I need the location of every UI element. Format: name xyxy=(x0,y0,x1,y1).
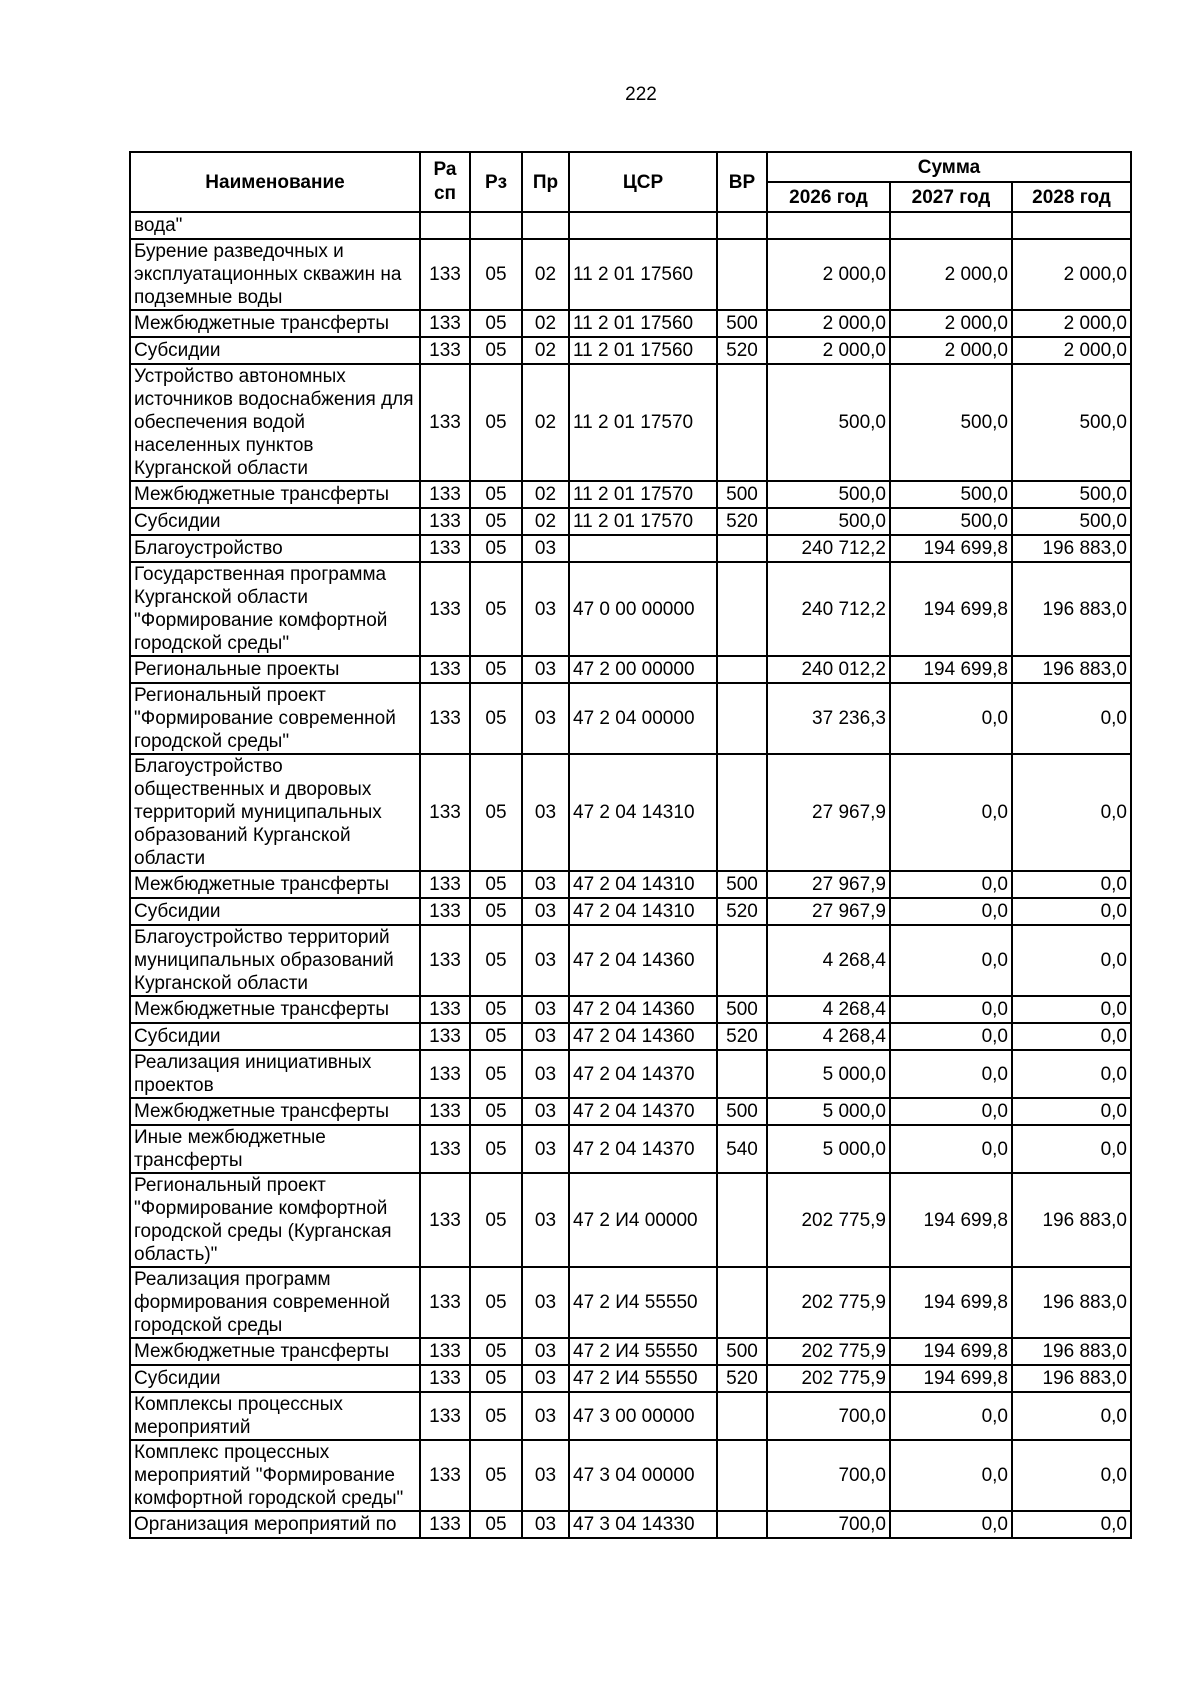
cell-2026: 5 000,0 xyxy=(767,1125,890,1173)
cell-vr: 520 xyxy=(717,1023,767,1050)
header-csr: ЦСР xyxy=(569,152,717,212)
cell-rz: 05 xyxy=(470,364,522,481)
cell-csr: 47 2 04 14310 xyxy=(569,871,717,898)
cell-rasp: 133 xyxy=(420,1338,470,1365)
cell-2028: 0,0 xyxy=(1012,1098,1131,1125)
cell-rasp: 133 xyxy=(420,1267,470,1338)
cell-name: Региональный проект "Формирование комфортной городской среды (Курганская область)" xyxy=(130,1173,420,1267)
cell-rasp: 133 xyxy=(420,683,470,754)
cell-2027: 2 000,0 xyxy=(890,337,1012,364)
cell-2028: 500,0 xyxy=(1012,481,1131,508)
table-row xyxy=(130,1098,1131,1125)
cell-csr: 47 2 И4 55550 xyxy=(569,1338,717,1365)
cell-2028: 0,0 xyxy=(1012,1023,1131,1050)
cell-2026: 240 012,2 xyxy=(767,656,890,683)
cell-2027: 0,0 xyxy=(890,754,1012,871)
cell-2026: 2 000,0 xyxy=(767,337,890,364)
cell-pr: 03 xyxy=(522,1511,569,1538)
cell-pr: 03 xyxy=(522,871,569,898)
cell-pr: 03 xyxy=(522,925,569,996)
cell-pr: 03 xyxy=(522,1440,569,1511)
cell-2028: 0,0 xyxy=(1012,1050,1131,1098)
cell-csr: 47 2 И4 55550 xyxy=(569,1365,717,1392)
cell-rasp: 133 xyxy=(420,1125,470,1173)
cell-2027: 194 699,8 xyxy=(890,1365,1012,1392)
cell-2028: 0,0 xyxy=(1012,898,1131,925)
cell-csr xyxy=(569,212,717,239)
cell-rz: 05 xyxy=(470,871,522,898)
cell-rz: 05 xyxy=(470,683,522,754)
cell-csr: 47 2 И4 00000 xyxy=(569,1173,717,1267)
cell-2027: 0,0 xyxy=(890,1023,1012,1050)
cell-rz: 05 xyxy=(470,1098,522,1125)
cell-2026: 700,0 xyxy=(767,1440,890,1511)
cell-csr: 11 2 01 17570 xyxy=(569,364,717,481)
cell-2028 xyxy=(1012,212,1131,239)
header-sum: Сумма xyxy=(767,152,1131,182)
cell-csr: 11 2 01 17560 xyxy=(569,337,717,364)
cell-2026: 202 775,9 xyxy=(767,1338,890,1365)
header-2026: 2026 год xyxy=(767,182,890,212)
cell-csr: 11 2 01 17560 xyxy=(569,239,717,310)
table-row xyxy=(130,508,1131,535)
cell-rasp: 133 xyxy=(420,1365,470,1392)
cell-name: Межбюджетные трансферты xyxy=(130,310,420,337)
cell-name: Реализация программ формирования современной городской среды xyxy=(130,1267,420,1338)
header-2028: 2028 год xyxy=(1012,182,1131,212)
cell-2028: 0,0 xyxy=(1012,1125,1131,1173)
cell-pr: 03 xyxy=(522,1125,569,1173)
table-row xyxy=(130,656,1131,683)
cell-rasp: 133 xyxy=(420,925,470,996)
cell-rasp: 133 xyxy=(420,1098,470,1125)
cell-rz: 05 xyxy=(470,481,522,508)
cell-name: Благоустройство xyxy=(130,535,420,562)
cell-2026: 500,0 xyxy=(767,481,890,508)
cell-pr: 03 xyxy=(522,1365,569,1392)
cell-pr: 03 xyxy=(522,1267,569,1338)
cell-rasp: 133 xyxy=(420,754,470,871)
table-row xyxy=(130,871,1131,898)
cell-2027: 0,0 xyxy=(890,1125,1012,1173)
cell-rz: 05 xyxy=(470,508,522,535)
cell-rasp: 133 xyxy=(420,481,470,508)
cell-2026: 500,0 xyxy=(767,364,890,481)
cell-name: Реализация инициативных проектов xyxy=(130,1050,420,1098)
table-row xyxy=(130,1365,1131,1392)
cell-pr: 03 xyxy=(522,656,569,683)
cell-rz: 05 xyxy=(470,562,522,656)
cell-2026: 4 268,4 xyxy=(767,996,890,1023)
cell-name: Иные межбюджетные трансферты xyxy=(130,1125,420,1173)
cell-2028: 2 000,0 xyxy=(1012,337,1131,364)
table-row xyxy=(130,925,1131,996)
cell-csr: 47 3 00 00000 xyxy=(569,1392,717,1440)
cell-pr: 02 xyxy=(522,364,569,481)
cell-2027: 500,0 xyxy=(890,364,1012,481)
table-row xyxy=(130,1125,1131,1173)
cell-2026: 202 775,9 xyxy=(767,1365,890,1392)
cell-vr: 520 xyxy=(717,508,767,535)
cell-csr: 47 2 04 00000 xyxy=(569,683,717,754)
cell-rz: 05 xyxy=(470,1125,522,1173)
cell-rz: 05 xyxy=(470,337,522,364)
cell-vr xyxy=(717,212,767,239)
cell-2027: 0,0 xyxy=(890,871,1012,898)
budget-table xyxy=(129,151,1132,1539)
cell-2027: 2 000,0 xyxy=(890,310,1012,337)
cell-2028: 2 000,0 xyxy=(1012,310,1131,337)
cell-name: вода" xyxy=(130,212,420,239)
cell-name: Благоустройство общественных и дворовых территорий муниципальных образований Курганской области xyxy=(130,754,420,871)
cell-vr xyxy=(717,754,767,871)
cell-2028: 0,0 xyxy=(1012,683,1131,754)
cell-vr xyxy=(717,1267,767,1338)
cell-rz: 05 xyxy=(470,1023,522,1050)
cell-csr: 11 2 01 17560 xyxy=(569,310,717,337)
cell-pr: 03 xyxy=(522,1050,569,1098)
cell-vr xyxy=(717,1173,767,1267)
cell-vr: 540 xyxy=(717,1125,767,1173)
cell-2027: 0,0 xyxy=(890,683,1012,754)
cell-vr: 500 xyxy=(717,871,767,898)
cell-rz: 05 xyxy=(470,1511,522,1538)
cell-name: Межбюджетные трансферты xyxy=(130,1338,420,1365)
cell-csr: 47 2 04 14360 xyxy=(569,1023,717,1050)
cell-2026: 202 775,9 xyxy=(767,1267,890,1338)
cell-2026: 27 967,9 xyxy=(767,871,890,898)
cell-2026: 4 268,4 xyxy=(767,1023,890,1050)
table-row xyxy=(130,1440,1131,1511)
cell-vr: 500 xyxy=(717,996,767,1023)
cell-rasp: 133 xyxy=(420,1440,470,1511)
table-row xyxy=(130,1511,1131,1538)
cell-rz: 05 xyxy=(470,1365,522,1392)
cell-2028: 500,0 xyxy=(1012,508,1131,535)
cell-name: Субсидии xyxy=(130,1023,420,1050)
cell-rasp: 133 xyxy=(420,898,470,925)
cell-2026: 27 967,9 xyxy=(767,898,890,925)
cell-rz: 05 xyxy=(470,996,522,1023)
cell-rz: 05 xyxy=(470,1338,522,1365)
header-name: Наименование xyxy=(130,152,420,212)
header-rasp: Ра сп xyxy=(420,152,470,212)
cell-2028: 196 883,0 xyxy=(1012,656,1131,683)
cell-csr: 11 2 01 17570 xyxy=(569,481,717,508)
cell-csr: 47 0 00 00000 xyxy=(569,562,717,656)
cell-csr: 11 2 01 17570 xyxy=(569,508,717,535)
cell-2026: 4 268,4 xyxy=(767,925,890,996)
cell-2028: 0,0 xyxy=(1012,754,1131,871)
cell-csr: 47 3 04 00000 xyxy=(569,1440,717,1511)
cell-2026: 202 775,9 xyxy=(767,1173,890,1267)
cell-name: Государственная программа Курганской области "Формирование комфортной городской среды" xyxy=(130,562,420,656)
cell-rasp: 133 xyxy=(420,1392,470,1440)
cell-2026: 240 712,2 xyxy=(767,535,890,562)
cell-rz xyxy=(470,212,522,239)
cell-name: Межбюджетные трансферты xyxy=(130,996,420,1023)
cell-name: Устройство автономных источников водоснабжения для обеспечения водой населенных пунктов Курганской области xyxy=(130,364,420,481)
table-row xyxy=(130,337,1131,364)
cell-2027: 0,0 xyxy=(890,1098,1012,1125)
cell-2028: 196 883,0 xyxy=(1012,1338,1131,1365)
cell-csr: 47 2 04 14370 xyxy=(569,1098,717,1125)
cell-csr: 47 2 04 14360 xyxy=(569,996,717,1023)
cell-rasp: 133 xyxy=(420,1050,470,1098)
table-row xyxy=(130,1392,1131,1440)
cell-pr: 03 xyxy=(522,1392,569,1440)
table-row xyxy=(130,535,1131,562)
cell-2027: 0,0 xyxy=(890,1511,1012,1538)
cell-name: Межбюджетные трансферты xyxy=(130,871,420,898)
cell-vr xyxy=(717,656,767,683)
cell-vr: 520 xyxy=(717,898,767,925)
cell-vr xyxy=(717,683,767,754)
header-vr: ВР xyxy=(717,152,767,212)
cell-rasp: 133 xyxy=(420,1173,470,1267)
cell-2027: 0,0 xyxy=(890,1392,1012,1440)
cell-2026 xyxy=(767,212,890,239)
page-number: 222 xyxy=(625,84,657,105)
cell-pr: 03 xyxy=(522,535,569,562)
cell-vr xyxy=(717,364,767,481)
cell-2027: 0,0 xyxy=(890,1050,1012,1098)
table-row xyxy=(130,996,1131,1023)
cell-name: Региональные проекты xyxy=(130,656,420,683)
table-row xyxy=(130,1267,1131,1338)
cell-2027: 2 000,0 xyxy=(890,239,1012,310)
table-row xyxy=(130,1050,1131,1098)
cell-2026: 700,0 xyxy=(767,1511,890,1538)
cell-2027: 0,0 xyxy=(890,925,1012,996)
table-row xyxy=(130,364,1131,481)
cell-2027: 194 699,8 xyxy=(890,1338,1012,1365)
cell-pr: 03 xyxy=(522,1098,569,1125)
cell-2027: 0,0 xyxy=(890,996,1012,1023)
cell-pr: 02 xyxy=(522,508,569,535)
cell-csr xyxy=(569,535,717,562)
cell-rasp: 133 xyxy=(420,656,470,683)
table-row xyxy=(130,562,1131,656)
cell-name: Субсидии xyxy=(130,898,420,925)
cell-2027: 194 699,8 xyxy=(890,1267,1012,1338)
cell-name: Региональный проект "Формирование современной городской среды" xyxy=(130,683,420,754)
cell-vr: 500 xyxy=(717,1338,767,1365)
cell-vr: 500 xyxy=(717,310,767,337)
cell-vr: 500 xyxy=(717,481,767,508)
cell-vr: 520 xyxy=(717,337,767,364)
cell-csr: 47 3 04 14330 xyxy=(569,1511,717,1538)
cell-2028: 196 883,0 xyxy=(1012,562,1131,656)
cell-rasp: 133 xyxy=(420,239,470,310)
cell-rz: 05 xyxy=(470,754,522,871)
table-row xyxy=(130,898,1131,925)
cell-2028: 0,0 xyxy=(1012,1392,1131,1440)
cell-rz: 05 xyxy=(470,1050,522,1098)
cell-2027: 500,0 xyxy=(890,508,1012,535)
table-row xyxy=(130,754,1131,871)
cell-rz: 05 xyxy=(470,1440,522,1511)
cell-pr: 03 xyxy=(522,754,569,871)
cell-rz: 05 xyxy=(470,239,522,310)
cell-pr: 02 xyxy=(522,310,569,337)
cell-2027: 194 699,8 xyxy=(890,656,1012,683)
cell-vr xyxy=(717,1440,767,1511)
cell-2026: 37 236,3 xyxy=(767,683,890,754)
cell-2028: 196 883,0 xyxy=(1012,535,1131,562)
cell-2026: 700,0 xyxy=(767,1392,890,1440)
cell-name: Организация мероприятий по xyxy=(130,1511,420,1538)
cell-vr xyxy=(717,239,767,310)
cell-vr xyxy=(717,562,767,656)
cell-pr: 03 xyxy=(522,1173,569,1267)
cell-2028: 196 883,0 xyxy=(1012,1267,1131,1338)
cell-2028: 500,0 xyxy=(1012,364,1131,481)
cell-name: Субсидии xyxy=(130,1365,420,1392)
cell-name: Благоустройство территорий муниципальных образований Курганской области xyxy=(130,925,420,996)
cell-2027: 194 699,8 xyxy=(890,535,1012,562)
cell-2027: 194 699,8 xyxy=(890,1173,1012,1267)
cell-rasp: 133 xyxy=(420,871,470,898)
cell-2027: 0,0 xyxy=(890,1440,1012,1511)
cell-2027: 0,0 xyxy=(890,898,1012,925)
cell-rasp: 133 xyxy=(420,1023,470,1050)
cell-rz: 05 xyxy=(470,898,522,925)
cell-name: Комплекс процессных мероприятий "Формирование комфортной городской среды" xyxy=(130,1440,420,1511)
cell-name: Комплексы процессных мероприятий xyxy=(130,1392,420,1440)
table-row xyxy=(130,310,1131,337)
header-2027: 2027 год xyxy=(890,182,1012,212)
cell-2026: 500,0 xyxy=(767,508,890,535)
cell-2027 xyxy=(890,212,1012,239)
cell-name: Субсидии xyxy=(130,337,420,364)
cell-2027: 500,0 xyxy=(890,481,1012,508)
cell-2028: 0,0 xyxy=(1012,925,1131,996)
cell-rasp: 133 xyxy=(420,996,470,1023)
table-body xyxy=(130,212,1131,1538)
table-row xyxy=(130,239,1131,310)
cell-rasp: 133 xyxy=(420,310,470,337)
cell-name: Бурение разведочных и эксплуатационных скважин на подземные воды xyxy=(130,239,420,310)
cell-vr xyxy=(717,925,767,996)
cell-rasp: 133 xyxy=(420,535,470,562)
cell-rasp: 133 xyxy=(420,562,470,656)
cell-pr: 03 xyxy=(522,1023,569,1050)
cell-pr: 03 xyxy=(522,898,569,925)
cell-rz: 05 xyxy=(470,1392,522,1440)
cell-pr: 02 xyxy=(522,481,569,508)
cell-2028: 196 883,0 xyxy=(1012,1173,1131,1267)
cell-rasp: 133 xyxy=(420,1511,470,1538)
table-row xyxy=(130,212,1131,239)
cell-csr: 47 2 04 14310 xyxy=(569,754,717,871)
cell-csr: 47 2 И4 55550 xyxy=(569,1267,717,1338)
cell-2026: 5 000,0 xyxy=(767,1050,890,1098)
cell-2026: 2 000,0 xyxy=(767,310,890,337)
table-row xyxy=(130,1338,1131,1365)
header-rz: Рз xyxy=(470,152,522,212)
cell-pr: 03 xyxy=(522,562,569,656)
cell-vr xyxy=(717,1392,767,1440)
cell-2028: 0,0 xyxy=(1012,1440,1131,1511)
cell-vr: 500 xyxy=(717,1098,767,1125)
cell-rz: 05 xyxy=(470,310,522,337)
cell-2026: 5 000,0 xyxy=(767,1098,890,1125)
cell-vr xyxy=(717,1050,767,1098)
table-row xyxy=(130,683,1131,754)
cell-rasp: 133 xyxy=(420,364,470,481)
cell-rz: 05 xyxy=(470,925,522,996)
cell-rasp: 133 xyxy=(420,508,470,535)
table-row xyxy=(130,1023,1131,1050)
table-row xyxy=(130,1173,1131,1267)
cell-pr xyxy=(522,212,569,239)
cell-rz: 05 xyxy=(470,535,522,562)
cell-pr: 03 xyxy=(522,683,569,754)
cell-csr: 47 2 00 00000 xyxy=(569,656,717,683)
cell-rz: 05 xyxy=(470,1267,522,1338)
header-pr: Пр xyxy=(522,152,569,212)
cell-2028: 2 000,0 xyxy=(1012,239,1131,310)
cell-csr: 47 2 04 14360 xyxy=(569,925,717,996)
cell-rz: 05 xyxy=(470,1173,522,1267)
cell-name: Субсидии xyxy=(130,508,420,535)
cell-pr: 03 xyxy=(522,1338,569,1365)
cell-name: Межбюджетные трансферты xyxy=(130,481,420,508)
cell-pr: 03 xyxy=(522,996,569,1023)
cell-2026: 27 967,9 xyxy=(767,754,890,871)
cell-vr xyxy=(717,535,767,562)
cell-pr: 02 xyxy=(522,337,569,364)
cell-csr: 47 2 04 14310 xyxy=(569,898,717,925)
cell-csr: 47 2 04 14370 xyxy=(569,1050,717,1098)
cell-csr: 47 2 04 14370 xyxy=(569,1125,717,1173)
cell-rasp: 133 xyxy=(420,337,470,364)
cell-2028: 0,0 xyxy=(1012,996,1131,1023)
cell-2028: 196 883,0 xyxy=(1012,1365,1131,1392)
cell-vr xyxy=(717,1511,767,1538)
cell-2026: 240 712,2 xyxy=(767,562,890,656)
cell-name: Межбюджетные трансферты xyxy=(130,1098,420,1125)
cell-rasp xyxy=(420,212,470,239)
cell-2026: 2 000,0 xyxy=(767,239,890,310)
cell-rz: 05 xyxy=(470,656,522,683)
cell-vr: 520 xyxy=(717,1365,767,1392)
cell-2028: 0,0 xyxy=(1012,871,1131,898)
cell-pr: 02 xyxy=(522,239,569,310)
table-row xyxy=(130,481,1131,508)
cell-2028: 0,0 xyxy=(1012,1511,1131,1538)
cell-2027: 194 699,8 xyxy=(890,562,1012,656)
